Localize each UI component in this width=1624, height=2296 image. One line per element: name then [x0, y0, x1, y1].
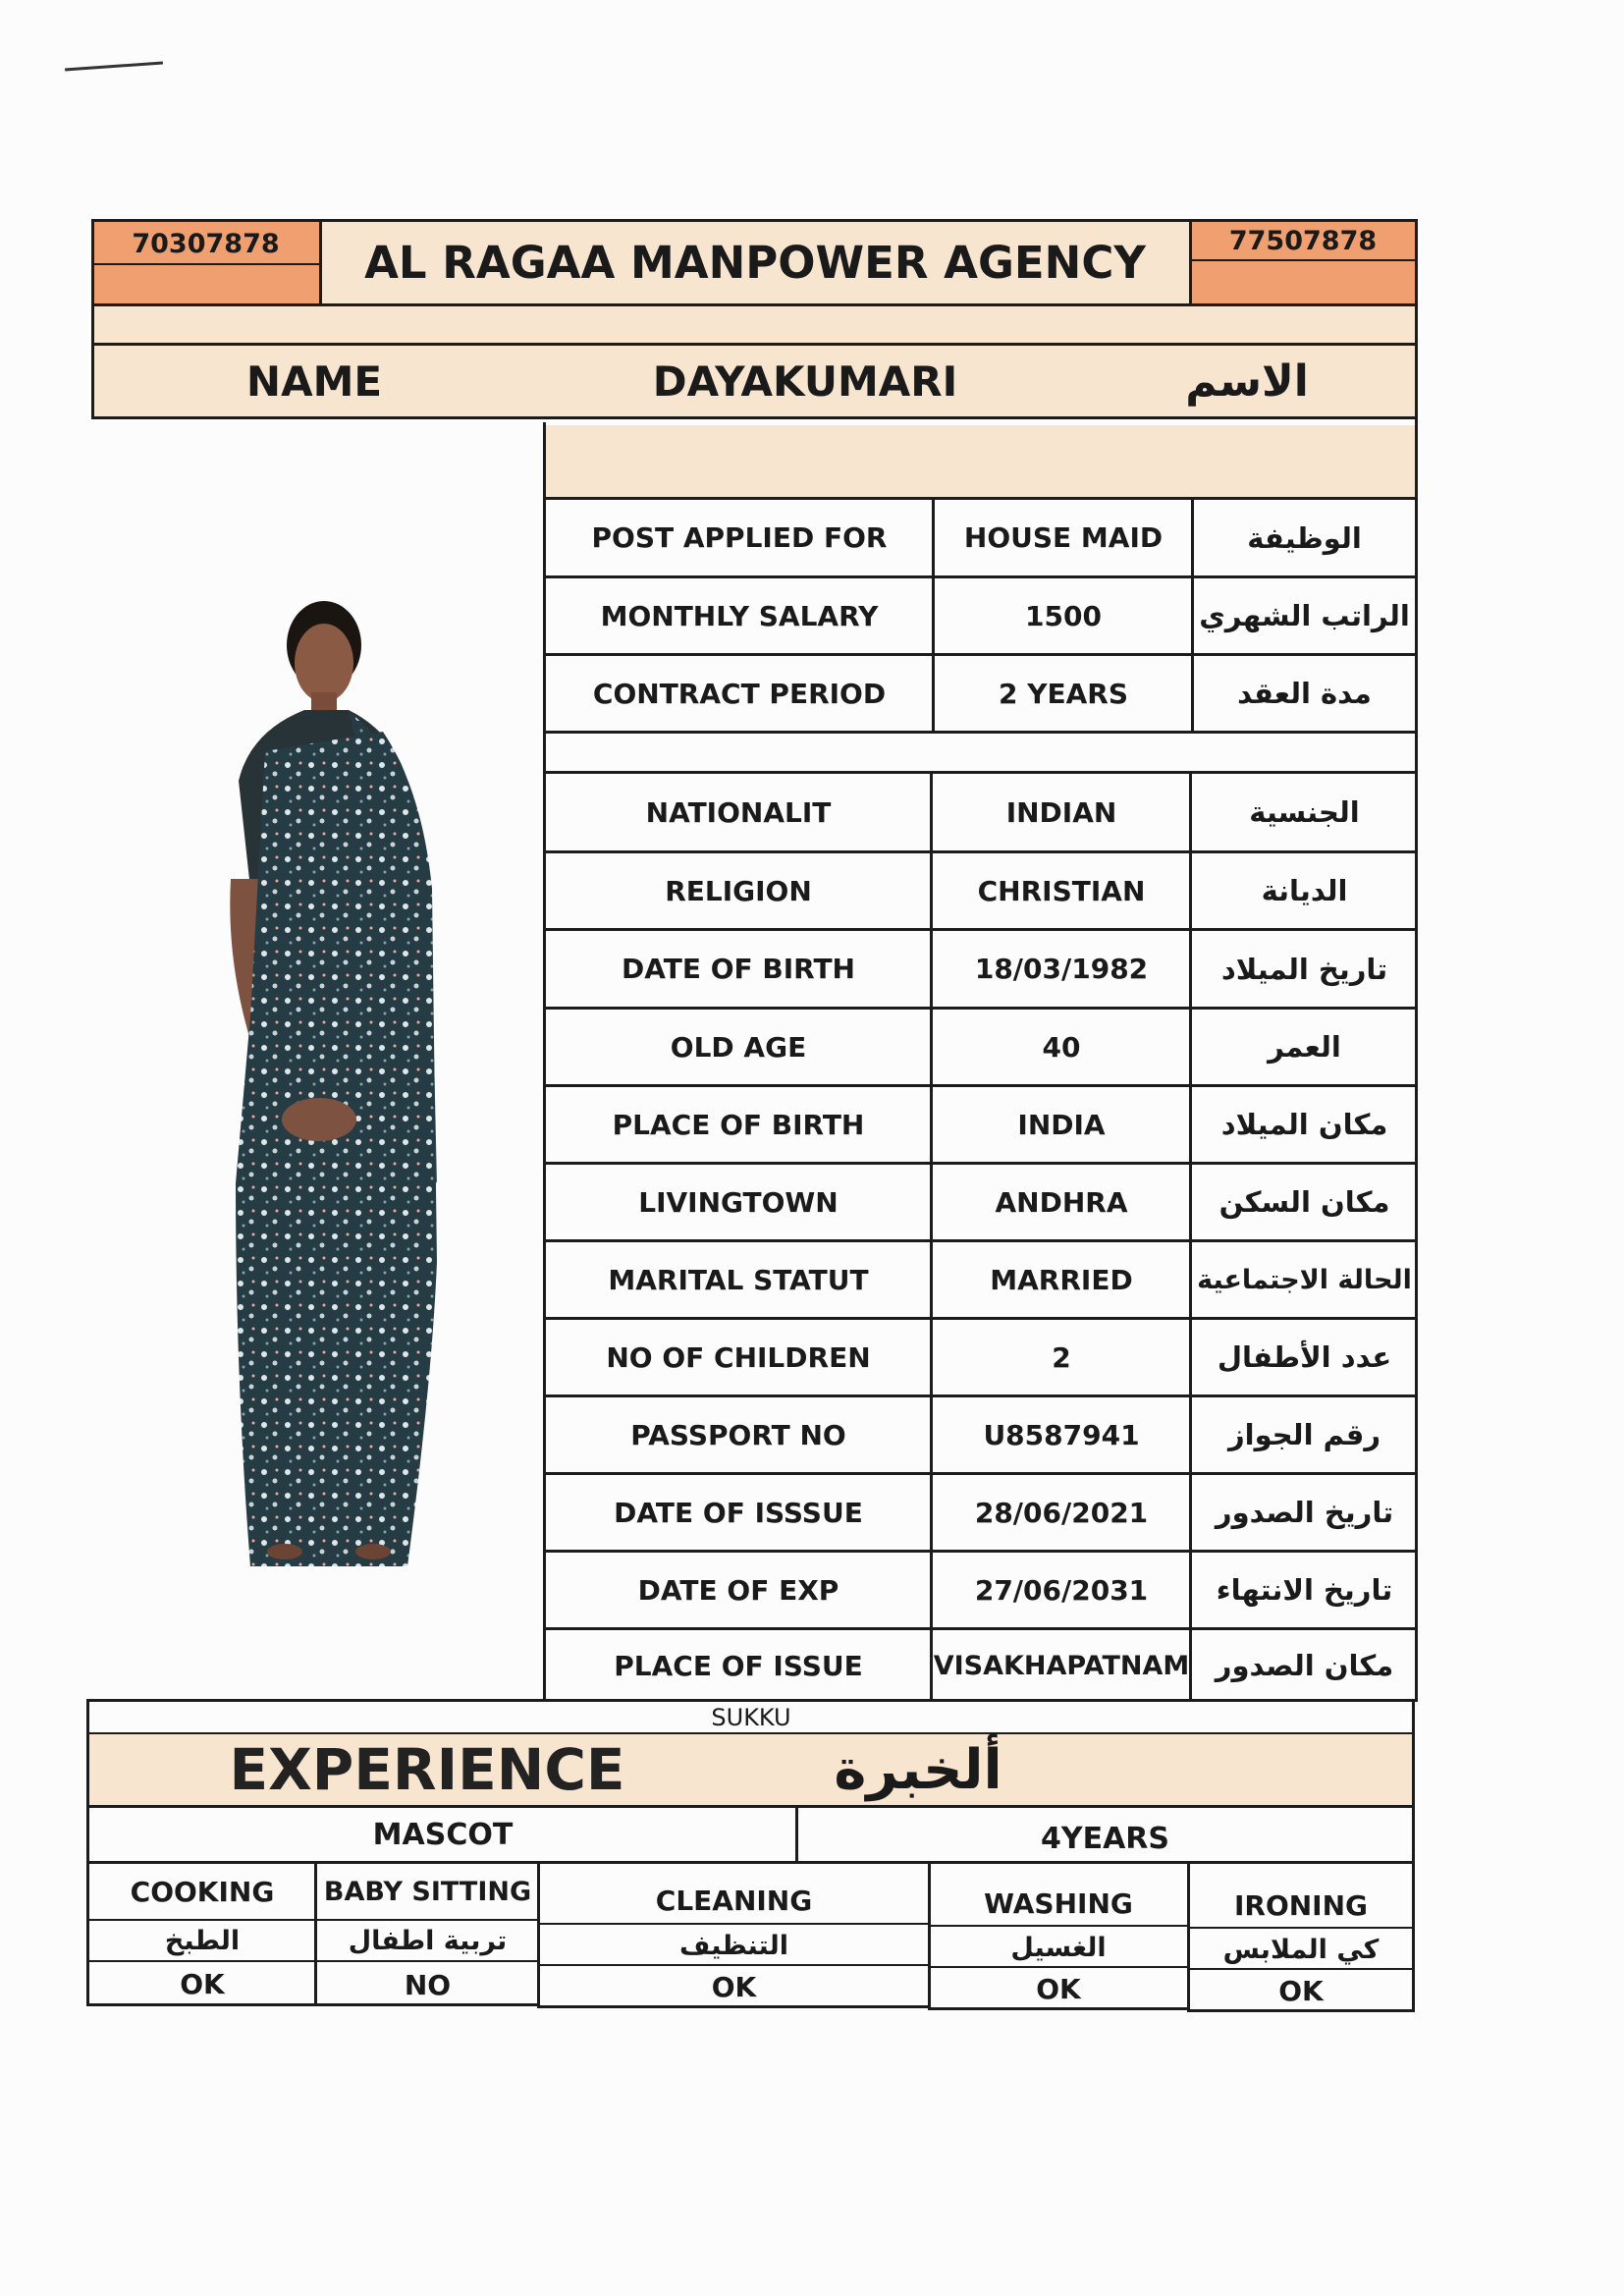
personal-label-ar: تاريخ الصدور [1215, 1496, 1394, 1529]
personal-label: PLACE OF BIRTH [612, 1108, 865, 1141]
personal-label: RELIGION [665, 874, 812, 907]
name-value: DAYAKUMARI [652, 356, 958, 406]
personal-label: DATE OF BIRTH [622, 953, 855, 985]
personal-row [546, 1010, 1415, 1084]
pen-mark [65, 62, 163, 72]
job-row [546, 578, 1415, 653]
personal-value: 2 [1052, 1340, 1071, 1374]
skill-name-ar: الغسيل [1010, 1932, 1107, 1963]
personal-row [546, 853, 1415, 928]
personal-row [546, 1630, 1415, 1701]
personal-value: CHRISTIAN [977, 874, 1146, 907]
personal-value: INDIAN [1005, 795, 1117, 829]
personal-label: NATIONALIT [645, 795, 832, 829]
skill-status: NO [404, 1968, 452, 2001]
personal-row [546, 1553, 1415, 1627]
personal-row [546, 1087, 1415, 1162]
job-value: 2 YEARS [998, 677, 1129, 710]
skill-name-ar: التنظيف [679, 1930, 788, 1961]
skill-name-ar: كي الملابس [1222, 1934, 1380, 1965]
personal-row [546, 931, 1415, 1007]
job-row [546, 500, 1415, 575]
experience-title: EXPERIENCE [229, 1736, 625, 1803]
personal-label: DATE OF EXP [637, 1573, 839, 1607]
job-value: HOUSE MAID [963, 521, 1164, 554]
personal-label-ar: العمر [1268, 1030, 1341, 1064]
personal-label-ar: تاريخ الميلاد [1220, 952, 1388, 986]
personal-label: LIVINGTOWN [638, 1185, 839, 1219]
personal-value: VISAKHAPATNAM [933, 1650, 1190, 1681]
name-label: NAME [245, 356, 383, 406]
personal-label-ar: مكان الميلاد [1220, 1108, 1388, 1141]
personal-label: PASSPORT NO [630, 1418, 846, 1451]
header-spacer [94, 306, 1415, 344]
phone-right: 77507878 [1228, 225, 1378, 256]
job-label: CONTRACT PERIOD [592, 677, 887, 710]
experience-employer: MASCOT [372, 1817, 514, 1852]
personal-label: DATE OF ISSSUE [614, 1496, 863, 1529]
personal-label-ar: عدد الأطفال [1217, 1340, 1392, 1374]
personal-label-ar: الجنسية [1249, 795, 1360, 829]
personal-label-ar: تاريخ الانتهاء [1216, 1573, 1393, 1607]
personal-label-ar: الحالة الاجتماعية [1197, 1264, 1412, 1295]
skill-status: OK [711, 1970, 757, 2003]
job-value: 1500 [1025, 599, 1102, 632]
job-row [546, 656, 1415, 731]
personal-row [546, 1397, 1415, 1472]
phone-left: 70307878 [132, 228, 280, 259]
job-label-ar: الراتب الشهري [1199, 599, 1410, 632]
personal-label-ar: مكان الصدور [1215, 1649, 1394, 1682]
job-label: MONTHLY SALARY [600, 599, 879, 632]
candidate-photo [211, 594, 447, 1566]
personal-label-ar: رقم الجواز [1227, 1418, 1381, 1451]
skill-name: BABY SITTING [323, 1876, 532, 1907]
sukku-label: SUKKU [711, 1704, 791, 1731]
personal-label: NO OF CHILDREN [606, 1340, 871, 1374]
skill-name: WASHING [984, 1886, 1133, 1920]
personal-label: OLD AGE [670, 1030, 807, 1064]
personal-label: MARITAL STATUT [608, 1263, 869, 1296]
job-label-ar: الوظيفة [1247, 520, 1362, 555]
experience-duration: 4YEARS [1040, 1821, 1169, 1856]
skill-status: OK [1036, 1972, 1081, 2005]
personal-value: U8587941 [983, 1418, 1140, 1451]
personal-value: INDIA [1017, 1108, 1106, 1141]
job-label-ar: مدة العقد [1237, 677, 1372, 710]
personal-row [546, 1320, 1415, 1394]
personal-value: ANDHRA [995, 1185, 1128, 1219]
agency-name: AL RAGAA MANPOWER AGENCY [364, 237, 1146, 289]
personal-row [546, 774, 1415, 850]
experience-title-ar: ألخبرة [834, 1737, 1002, 1802]
personal-label-ar: مكان السكن [1218, 1185, 1390, 1219]
personal-value: MARRIED [990, 1263, 1133, 1296]
personal-label-ar: الديانة [1261, 874, 1348, 907]
skill-status: OK [1278, 1974, 1324, 2007]
skill-name: IRONING [1233, 1888, 1369, 1922]
skill-name-ar: تربية اطفال [348, 1925, 508, 1956]
info-spacer [545, 425, 1415, 498]
personal-value: 28/06/2021 [974, 1496, 1149, 1529]
skill-name-ar: الطبخ [164, 1925, 241, 1956]
name-label-ar: الاسم [1185, 355, 1309, 407]
skill-status: OK [180, 1967, 225, 2000]
job-label: POST APPLIED FOR [591, 521, 888, 554]
personal-value: 18/03/1982 [974, 953, 1149, 985]
skill-name: COOKING [130, 1875, 275, 1908]
personal-value: 40 [1042, 1030, 1081, 1064]
personal-row [546, 1165, 1415, 1239]
personal-row [546, 1242, 1415, 1317]
personal-row [546, 1475, 1415, 1550]
personal-value: 27/06/2031 [974, 1573, 1149, 1607]
personal-label: PLACE OF ISSUE [614, 1649, 863, 1682]
skill-name: CLEANING [655, 1884, 813, 1917]
